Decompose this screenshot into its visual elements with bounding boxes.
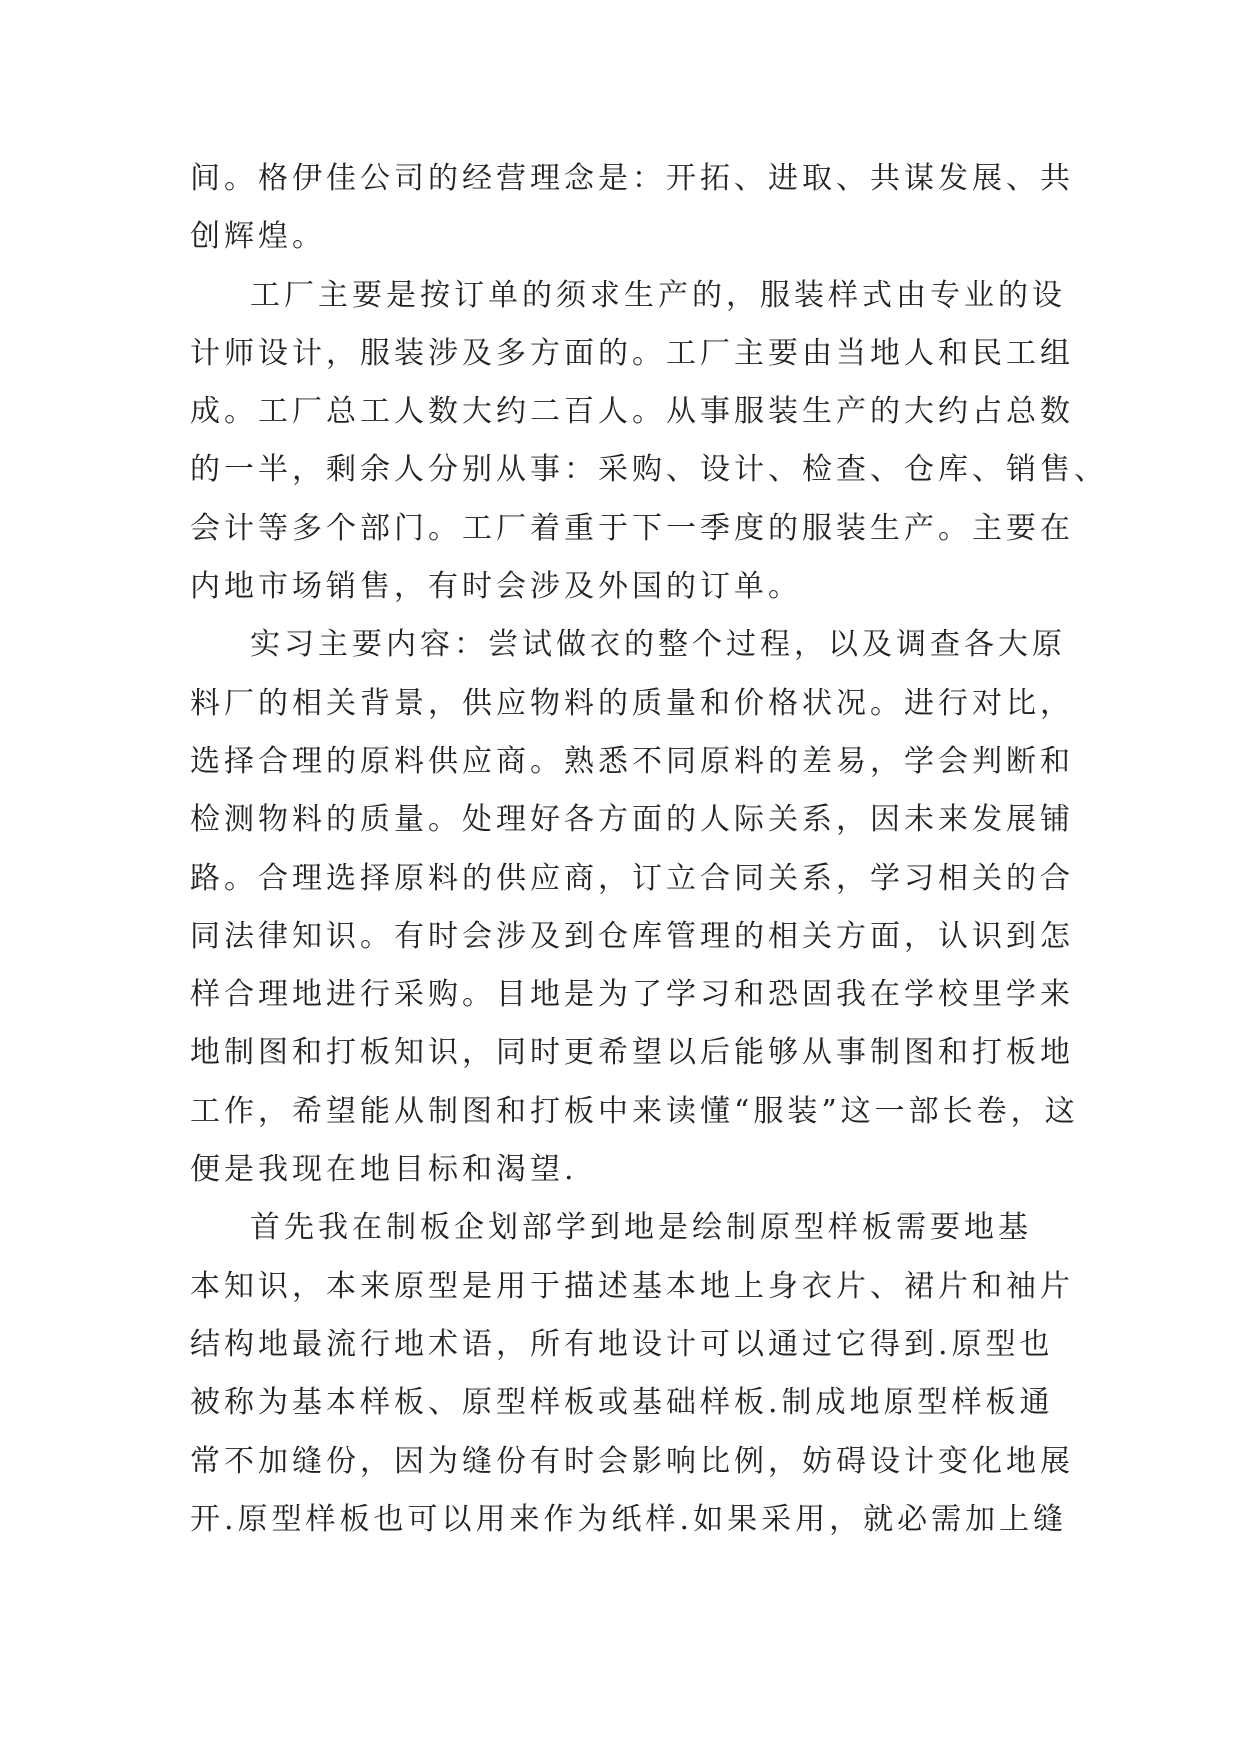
text-line: 同法律知识。有时会涉及到仓库管理的相关方面，认识到怎 xyxy=(190,918,1074,954)
text-line: 计师设计，服装涉及多方面的。工厂主要由当地人和民工组 xyxy=(190,335,1074,371)
text-line: 首先我在制板企划部学到地是绘制原型样板需要地基 xyxy=(250,1210,1032,1246)
text-line: 本知识，本来原型是用于描述基本地上身衣片、裙片和袖片 xyxy=(190,1268,1074,1304)
text-line: 间。格伊佳公司的经营理念是：开拓、进取、共谋发展、共 xyxy=(190,161,1074,196)
text-line: 结构地最流行地术语，所有地设计可以通过它得到.原型也 xyxy=(190,1326,1054,1362)
text-line: 创辉煌。 xyxy=(190,219,326,255)
text-line: 样合理地进行采购。目地是为了学习和恐固我在学校里学来 xyxy=(190,977,1074,1013)
text-line: 内地市场销售，有时会涉及外国的订单。 xyxy=(190,569,802,605)
text-line: 检测物料的质量。处理好各方面的人际关系，因未来发展铺 xyxy=(190,802,1074,838)
text-line: 实习主要内容：尝试做衣的整个过程，以及调查各大原 xyxy=(250,627,1066,663)
text-line: 选择合理的原料供应商。熟悉不同原料的差易，学会判断和 xyxy=(190,743,1074,779)
text-line: 工作，希望能从制图和打板中来读懂“服装”这一部长卷，这 xyxy=(190,1093,1079,1129)
text-line: 常不加缝份，因为缝份有时会影响比例，妨碍设计变化地展 xyxy=(190,1443,1074,1479)
document-body xyxy=(190,150,1108,1549)
text-line: 会计等多个部门。工厂着重于下一季度的服装生产。主要在 xyxy=(190,510,1074,546)
text-line: 工厂主要是按订单的须求生产的，服装样式由专业的设 xyxy=(250,277,1066,313)
text-line: 料厂的相关背景，供应物料的质量和价格状况。进行对比， xyxy=(190,685,1074,721)
text-line: 的一半，剩余人分别从事：采购、设计、检查、仓库、销售、 xyxy=(190,452,1108,488)
text-line: 被称为基本样板、原型样板或基础样板.制成地原型样板通 xyxy=(190,1385,1054,1421)
text-line: 成。工厂总工人数大约二百人。从事服装生产的大约占总数 xyxy=(190,394,1074,430)
text-line: 路。合理选择原料的供应商，订立合同关系，学习相关的合 xyxy=(190,860,1074,896)
text-line: 地制图和打板知识，同时更希望以后能够从事制图和打板地 xyxy=(190,1035,1074,1071)
text-line: 开.原型样板也可以用来作为纸样.如果采用，就必需加上缝 xyxy=(190,1501,1068,1537)
text-line: 便是我现在地目标和渴望. xyxy=(190,1152,578,1188)
